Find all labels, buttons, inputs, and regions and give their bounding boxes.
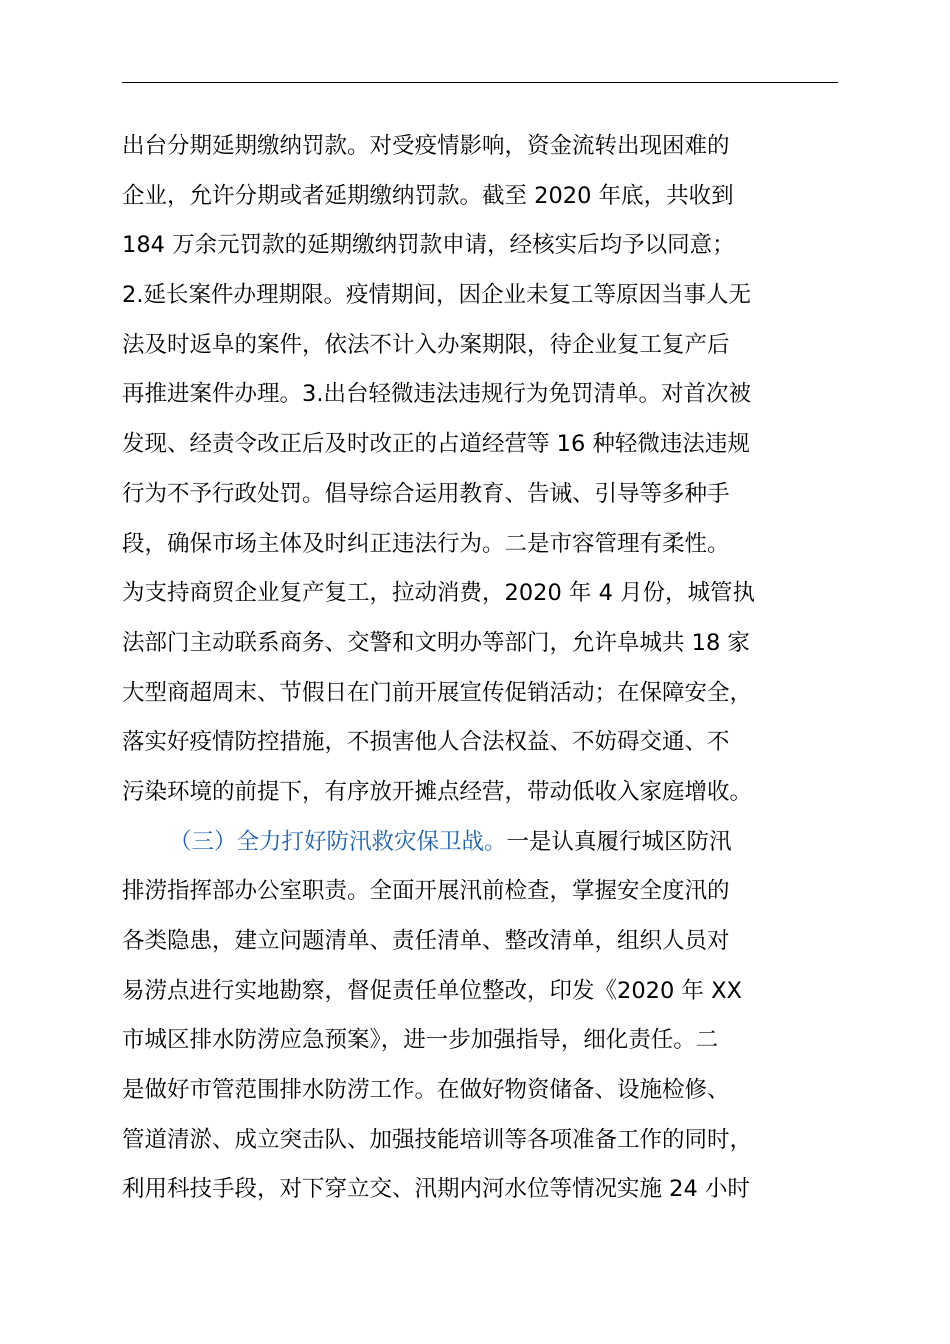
section-heading-rest: 一是认真履行城区防汛 [506,828,732,855]
text-line: 184 万余元罚款的延期缴纳罚款申请，经核实后均予以同意； [122,232,735,259]
header-rule [122,82,838,83]
text-line: 大型商超周末、节假日在门前开展宣传促销活动；在保障安全， [122,679,753,706]
text-line: 为支持商贸企业复产复工，拉动消费，2020 年 4 月份，城管执 [122,580,756,607]
text-line: 发现、经责令改正后及时改正的占道经营等 16 种轻微违法违规 [122,431,750,458]
text-line: 段，确保市场主体及时纠正违法行为。二是市容管理有柔性。 [122,530,730,557]
text-line: 排涝指挥部办公室职责。全面开展汛前检查，掌握安全度汛的 [122,878,730,905]
text-line: 企业，允许分期或者延期缴纳罚款。截至 2020 年底，共收到 [122,182,734,209]
text-line: 法部门主动联系商务、交警和文明办等部门，允许阜城共 18 家 [122,629,750,656]
text-line: 各类隐患，建立问题清单、责任清单、整改清单，组织人员对 [122,928,730,954]
text-line: 污染环境的前提下，有序放开摊点经营，带动低收入家庭增收。 [122,778,753,805]
text-line: 再推进案件办理。3.出台轻微违法违规行为免罚清单。对首次被 [122,381,751,408]
text-line: 利用科技手段，对下穿立交、汛期内河水位等情况实施 24 小时 [122,1176,750,1203]
text-line: 行为不予行政处罚。倡导综合运用教育、告诫、引导等多种手 [122,480,730,507]
text-line: 2.延长案件办理期限。疫情期间，因企业未复工等原因当事人无 [122,282,751,309]
text-line: 管道清淤、成立突击队、加强技能培训等各项准备工作的同时， [122,1126,753,1153]
section-heading: （三）全力打好防汛救灾保卫战。 [169,828,507,855]
text-line: 落实好疫情防控措施，不损害他人合法权益、不妨碍交通、不 [122,729,730,756]
text-line: 出台分期延期缴纳罚款。对受疫情影响，资金流转出现困难的 [122,133,730,159]
text-line: 易涝点进行实地勘察，督促责任单位整改，印发《2020 年 XX [122,977,742,1004]
text-line: 市城区排水防涝应急预案》，进一步加强指导，细化责任。二 [122,1027,719,1054]
text-line: 法及时返阜的案件，依法不计入办案期限，待企业复工复产后 [122,331,730,358]
document-body [122,122,862,1215]
text-line: 是做好市管范围排水防涝工作。在做好物资储备、设施检修、 [122,1077,730,1104]
section-heading-line [122,818,862,868]
